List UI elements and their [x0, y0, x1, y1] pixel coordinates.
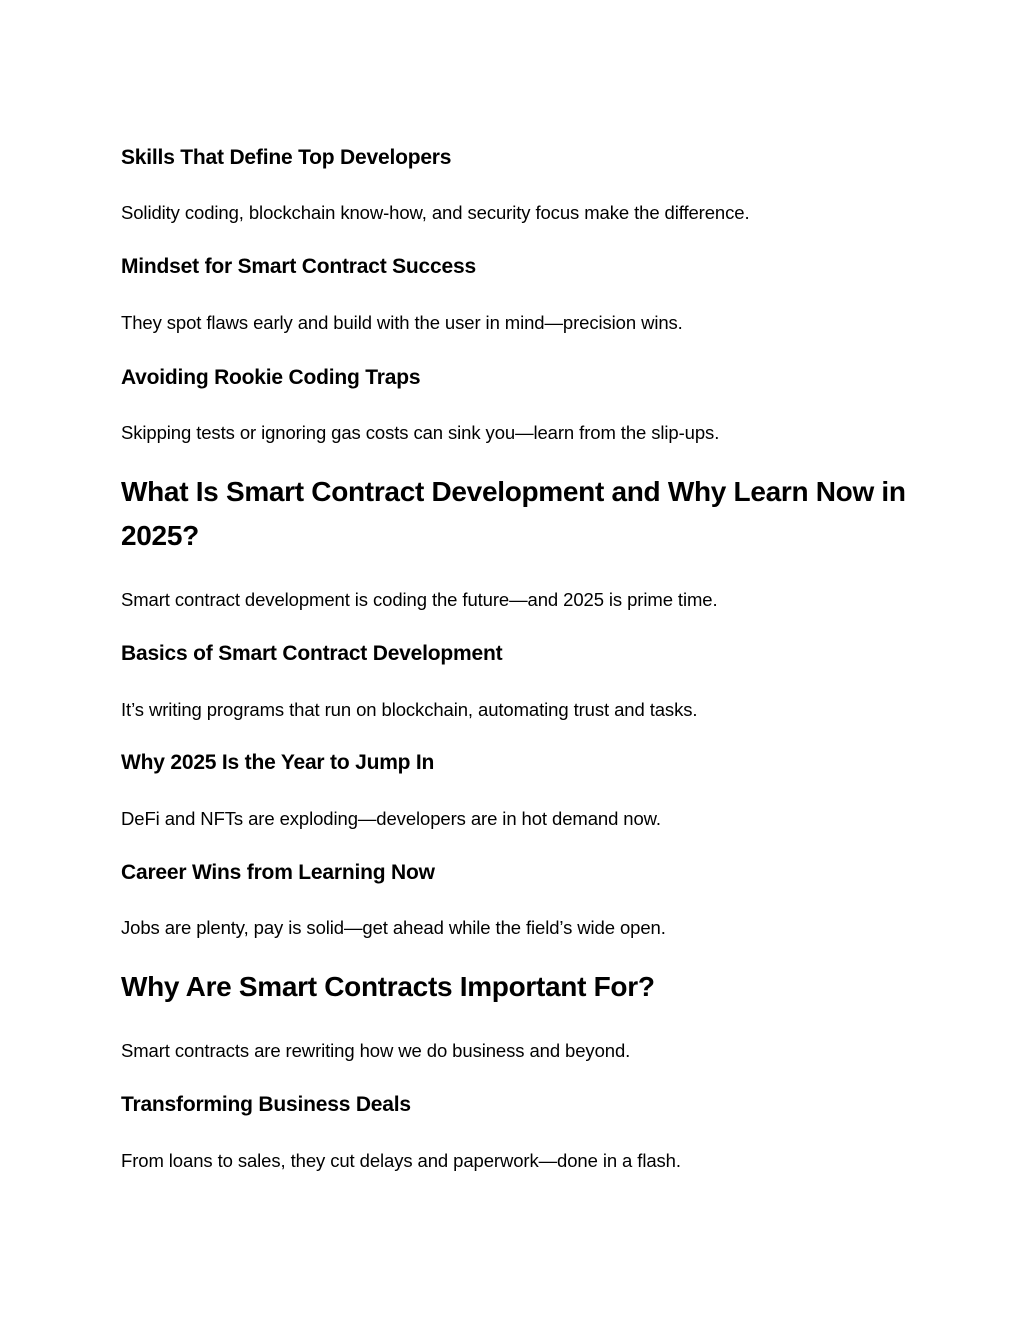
paragraph-mindset: They spot flaws early and build with the user in mind—precision wins. [121, 312, 683, 333]
section-heading-why-2025: Why 2025 Is the Year to Jump In [121, 751, 435, 774]
section-heading-business-deals: Transforming Business Deals [121, 1093, 411, 1116]
paragraph-why-2025: DeFi and NFTs are exploding—developers are in hot demand now. [121, 808, 661, 829]
section-heading-skills: Skills That Define Top Developers [121, 146, 452, 169]
paragraph-skills: Solidity coding, blockchain know-how, and security focus make the difference. [121, 202, 750, 223]
section-heading-mindset: Mindset for Smart Contract Success [121, 255, 476, 278]
section-heading-basics: Basics of Smart Contract Development [121, 642, 503, 665]
section-heading-rookie-traps: Avoiding Rookie Coding Traps [121, 366, 421, 389]
paragraph-business-deals: From loans to sales, they cut delays and paperwork—done in a flash. [121, 1150, 681, 1171]
paragraph-basics: It’s writing programs that run on blockchain, automating trust and tasks. [121, 699, 698, 720]
paragraph-career-wins: Jobs are plenty, pay is solid—get ahead while the field’s wide open. [121, 917, 666, 938]
main-heading-what-is: What Is Smart Contract Development and Why Learn Now in 2025? [121, 476, 906, 551]
paragraph-what-is: Smart contract development is coding the future—and 2025 is prime time. [121, 589, 718, 610]
paragraph-why-important: Smart contracts are rewriting how we do business and beyond. [121, 1040, 631, 1061]
main-heading-why-important: Why Are Smart Contracts Important For? [121, 971, 655, 1002]
section-heading-career-wins: Career Wins from Learning Now [121, 861, 435, 884]
paragraph-rookie-traps: Skipping tests or ignoring gas costs can sink you—learn from the slip-ups. [121, 422, 720, 443]
